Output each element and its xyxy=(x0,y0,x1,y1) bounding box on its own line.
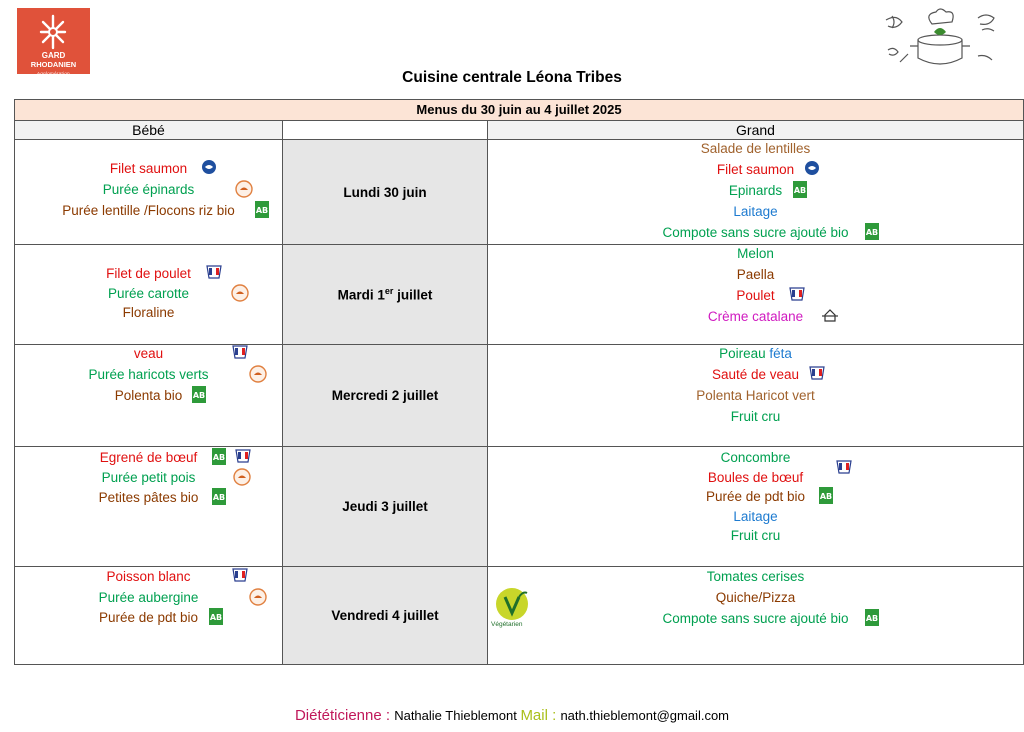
organic-ab-icon xyxy=(192,386,208,404)
menu-item: Poisson blanc xyxy=(15,568,282,586)
bebe-menu-thursday xyxy=(15,447,283,567)
menu-period: Menus du 30 juin au 4 juillet 2025 xyxy=(15,100,1024,121)
menu-item: Purée épinards xyxy=(15,181,282,199)
organic-ab-icon xyxy=(865,609,881,627)
menu-item: Crème catalane xyxy=(488,308,1023,326)
organic-ab-icon xyxy=(209,608,225,626)
day-label-tuesday: Mardi 1er juillet xyxy=(283,245,488,345)
grand-menu-friday xyxy=(488,567,1024,665)
organic-ab-icon xyxy=(865,223,881,241)
logo-line3: Agglomération xyxy=(37,71,70,76)
svg-text:AB: AB xyxy=(865,614,879,623)
day-label-friday: Vendredi 4 juillet xyxy=(283,567,488,665)
contact-email[interactable]: nath.thieblemont@gmail.com xyxy=(560,708,730,723)
menu-item: Fruit cru xyxy=(730,528,781,543)
menu-item: Fruit cru xyxy=(730,409,781,424)
homemade-chef-icon xyxy=(235,180,251,198)
organic-ab-icon xyxy=(793,181,809,199)
organic-ab-icon xyxy=(255,201,271,219)
grand-menu-wednesday xyxy=(488,345,1024,447)
day-row-friday xyxy=(15,567,1024,665)
french-origin-icon xyxy=(205,264,221,282)
day-row-monday xyxy=(15,140,1024,245)
menu-item: Egrené de bœuf AB xyxy=(15,449,282,467)
homemade-chef-icon xyxy=(231,284,247,302)
menu-item: Polenta bio AB xyxy=(15,387,282,405)
french-origin-icon xyxy=(231,567,247,585)
menu-item: Laitage xyxy=(733,509,778,524)
day-label-thursday: Jeudi 3 juillet xyxy=(283,447,488,567)
grand-menu-thursday xyxy=(488,447,1024,567)
menu-item: Epinards AB xyxy=(488,182,1023,200)
dietitian-name: Nathalie Thieblemont xyxy=(394,708,521,723)
day-row-thursday xyxy=(15,447,1024,567)
menu-item: Boules de bœuf xyxy=(488,469,1023,487)
day-label-monday: Lundi 30 juin xyxy=(283,140,488,245)
day-row-wednesday xyxy=(15,345,1024,447)
svg-text:AB: AB xyxy=(865,228,879,237)
menu-item: Poulet xyxy=(488,287,1023,305)
svg-text:AB: AB xyxy=(793,186,807,195)
column-header-bebe: Bébé xyxy=(15,121,283,140)
menu-item: veau xyxy=(15,345,282,363)
logo-line2: RHODANIEN xyxy=(30,60,77,69)
menu-item: Purée petit pois xyxy=(15,469,282,487)
menu-item: Purée haricots verts xyxy=(15,366,282,384)
bebe-menu-wednesday xyxy=(15,345,283,447)
menu-item: Purée carotte xyxy=(15,285,282,303)
column-header-grand: Grand xyxy=(488,121,1024,140)
menu-item: Compote sans sucre ajouté bio AB xyxy=(488,224,1023,242)
menu-item: Filet saumon xyxy=(488,161,1023,179)
menu-item: Filet de poulet xyxy=(15,265,282,283)
organic-ab-icon xyxy=(212,488,228,506)
svg-text:AB: AB xyxy=(192,391,206,400)
day-row-tuesday xyxy=(15,245,1024,345)
menu-item: Salade de lentilles xyxy=(700,141,811,156)
footer-contact xyxy=(0,707,1024,724)
bebe-menu-friday xyxy=(15,567,283,665)
french-origin-icon xyxy=(234,448,250,466)
svg-text:AB: AB xyxy=(209,613,223,622)
dietitian-label: Diététicienne : xyxy=(294,707,395,724)
french-origin-icon xyxy=(835,459,851,477)
msc-fish-icon xyxy=(804,160,820,178)
column-header-day xyxy=(283,121,488,140)
menu-item: Concombre xyxy=(720,450,791,465)
menu-item: Filet saumon xyxy=(15,160,282,178)
menu-item: Paella xyxy=(736,267,775,282)
svg-text:AB: AB xyxy=(819,492,833,501)
chef-cooking-pot-icon xyxy=(878,6,1006,78)
french-origin-icon xyxy=(788,286,804,304)
gard-rhodanien-logo xyxy=(17,8,90,74)
homemade-chef-icon xyxy=(233,468,249,486)
menu-item: Purée de pdt bio AB xyxy=(488,488,1023,506)
fork-spoon-logo-icon xyxy=(17,8,90,52)
svg-text:AB: AB xyxy=(255,206,269,215)
grand-menu-monday xyxy=(488,140,1024,245)
grand-menu-tuesday xyxy=(488,245,1024,345)
menu-item: Sauté de veau xyxy=(488,366,1023,384)
french-origin-icon xyxy=(231,344,247,362)
weekly-menu-table xyxy=(14,99,1024,665)
menu-item: Petites pâtes bio AB xyxy=(15,489,282,507)
menu-item: Purée de pdt bio AB xyxy=(15,609,282,627)
page-title: Cuisine centrale Léona Tribes xyxy=(402,69,622,86)
menu-item: Floraline xyxy=(122,305,175,320)
menu-item: Compote sans sucre ajouté bio AB xyxy=(488,610,1023,628)
day-label-wednesday: Mercredi 2 juillet xyxy=(283,345,488,447)
logo-line1: GARD xyxy=(41,51,66,60)
homemade-chef-icon xyxy=(249,365,265,383)
homemade-chef-icon xyxy=(249,588,265,606)
menu-item: Laitage xyxy=(733,204,778,219)
menu-item: Melon xyxy=(737,246,774,261)
bebe-menu-monday xyxy=(15,140,283,245)
msc-fish-icon xyxy=(201,159,217,177)
menu-item: Polenta Haricot vert xyxy=(696,388,815,403)
french-origin-icon xyxy=(808,365,824,383)
svg-text:AB: AB xyxy=(212,453,226,462)
menu-item: Tomates cerises xyxy=(706,569,805,584)
organic-ab-icon xyxy=(212,448,228,466)
organic-ab-icon xyxy=(819,487,835,505)
mail-label: Mail : xyxy=(520,707,561,724)
bebe-menu-tuesday xyxy=(15,245,283,345)
menu-item: Quiche/Pizza xyxy=(715,590,796,605)
svg-text:AB: AB xyxy=(212,493,226,502)
vegetarian-badge-label: Végétarien xyxy=(491,621,523,628)
menu-item: Purée aubergine xyxy=(15,589,282,607)
local-house-icon xyxy=(821,307,837,325)
menu-item: Poireau féta xyxy=(719,346,792,361)
menu-item: Purée lentille /Flocons riz bio AB xyxy=(15,202,282,220)
